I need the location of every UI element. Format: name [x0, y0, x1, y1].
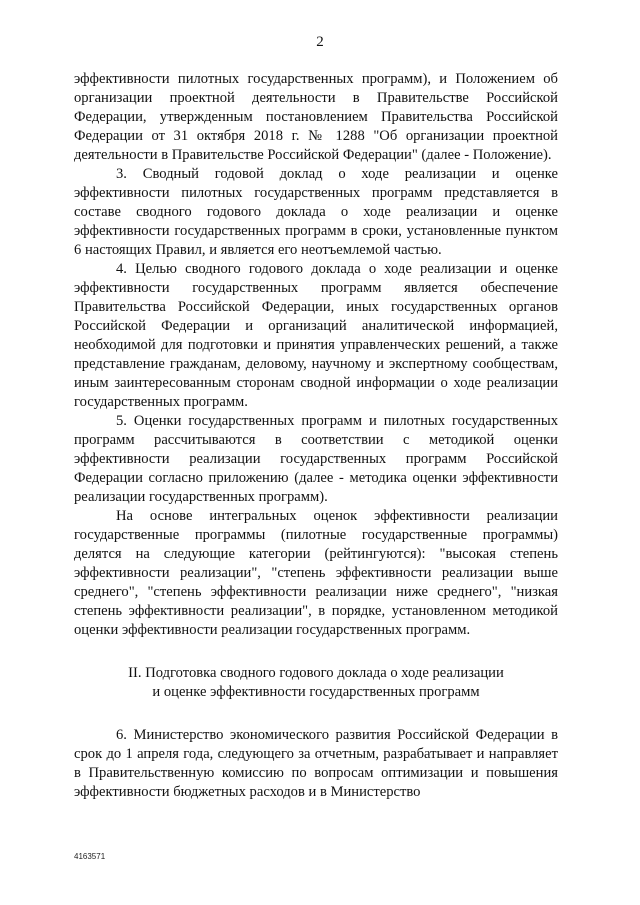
document-body [74, 70, 558, 802]
section-heading-line-2: и оценке эффективности государственных программ [152, 684, 480, 700]
paragraph-item-5: 5. Оценки государственных программ и пилотных государственных программ рассчитываются в соответствии с методикой оценки эффективности реализации государственных программ Российской Федерации согласно приложению (далее - методика оценки эффективности реализации государственных программ). [74, 413, 558, 505]
document-code: 4163571 [74, 852, 106, 861]
page-number: 2 [316, 34, 324, 50]
paragraph-rating-categories: На основе интегральных оценок эффективности реализации государственные программы (пилотные государственные программы) делятся на следующие категории (рейтингуются): "высокая степень эффективности реализации", "степень эффективности реализации выше среднего", "степень эффективности реализации ниже среднего", "низкая степень эффективности реализации", в порядке, установленном методикой оценки эффективности реализации государственных программ. [74, 508, 558, 638]
paragraph-item-6: 6. Министерство экономического развития Российской Федерации в срок до 1 апреля года, следующего за отчетным, разрабатывает и направляет в Правительственную комиссию по вопросам оптимизации и повышения эффективности бюджетных расходов и в Министерство [74, 727, 558, 800]
section-heading-line-1: II. Подготовка сводного годового доклада о ходе реализации [128, 665, 504, 681]
paragraph-continuation: эффективности пилотных государственных программ), и Положением об организации проектной деятельности в Правительстве Российской Федерации, утвержденным постановлением Правительства Российской Федерации от 31 октября 2018 г. № 1288 "Об организации проектной деятельности в Правительстве Российской Федерации" (далее - Положение). [74, 71, 558, 163]
section-heading [74, 664, 558, 702]
paragraph-item-4: 4. Целью сводного годового доклада о ходе реализации и оценке эффективности государственных программ является обеспечение Правительства Российской Федерации, иных государственных органов Российской Федерации и организаций аналитической информацией, необходимой для подготовки и принятия управленческих решений, а также представление гражданам, деловому, научному и экспертному сообществам, иным заинтересованным сторонам сводной информации о ходе реализации государственных программ. [74, 261, 558, 410]
paragraph-item-3: 3. Сводный годовой доклад о ходе реализации и оценке эффективности пилотных государственных программ представляется в составе сводного годового доклада о ходе реализации и оценке эффективности государственных программ в сроки, установленные пунктом 6 настоящих Правил, и является его неотъемлемой частью. [74, 166, 558, 258]
